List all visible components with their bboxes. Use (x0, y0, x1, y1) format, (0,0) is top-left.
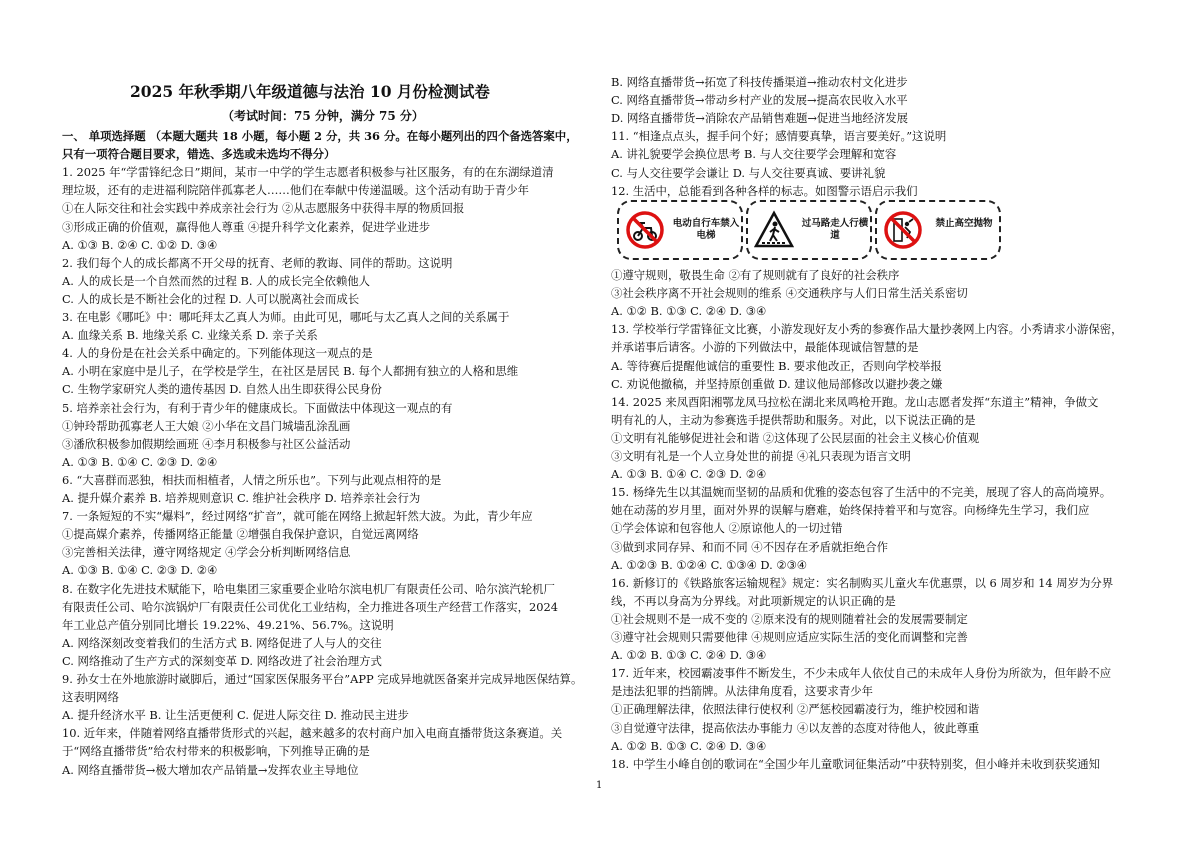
question-line: ①学会体谅和包容他人 ②原谅他人的一切过错 (611, 521, 843, 536)
question-line: 这表明网络 (62, 690, 119, 705)
question-line: ③遵守社会规则只需要他律 ④规则应适应实际生活的变化而调整和完善 (611, 630, 968, 644)
warning-sign (617, 200, 743, 260)
question-line: 7. 一条短短的不实“爆料”，经过网络“扩音”，就可能在网络上掀起轩然大波。为此，青少年应 (62, 509, 533, 524)
question-line: B. 网络直播带货→拓宽了科技传播渠道→推动农村文化进步 (611, 75, 908, 89)
exam-title: 2025 年秋季期八年级道德与法治 10 月份检测试卷 (130, 82, 490, 101)
question-line: A. 等待赛后提醒他诚信的重要性 B. 要求他改正，否则向学校举报 (611, 358, 942, 373)
question-line: ①社会规则不是一成不变的 ②原来没有的规则随着社会的发展需要制定 (611, 611, 968, 626)
question-line: 18. 中学生小峰自创的歌词在“全国少年儿童歌词征集活动”中获特别奖，但小峰并未收到获奖通知 (611, 756, 1101, 771)
question-line: 16. 新修订的《铁路旅客运输规程》规定：实名制购买儿童火车优惠票，以 6 周岁和 14 周岁为分界 (611, 575, 1114, 590)
question-line: A. ①②③ B. ①②④ C. ①③④ D. ②③④ (611, 557, 807, 572)
warning-sign (746, 200, 872, 260)
question-line: ③自觉遵守法律，提高依法办事能力 ④以友善的态度对待他人，彼此尊重 (611, 720, 980, 735)
warning-sign-text: 禁止高空抛物 (935, 218, 993, 229)
question-line: D. 网络直播带货→消除农产品销售难题→促进当地经济发展 (611, 111, 909, 126)
question-line: 于“网络直播带货”给农村带来的积极影响，下列推导正确的是 (62, 744, 370, 759)
question-line: A. 血缘关系 B. 地缘关系 C. 业缘关系 D. 亲子关系 (62, 328, 318, 343)
question-line: C. 生物学家研究人类的遗传基因 D. 自然人出生即获得公民身份 (62, 382, 382, 397)
question-line: A. ①③ B. ①④ C. ②③ D. ②④ (611, 467, 767, 482)
question-line: 1. 2025 年“学雷锋纪念日”期间，某市一中学的学生志愿者积极参与社区服务，有的在东湖绿道清 (62, 165, 554, 180)
question-line: A. ①③ B. ①④ C. ②③ D. ②④ (62, 563, 218, 578)
no-ebike-icon (625, 210, 665, 250)
question-line: ①在人际交往和社会实践中养成亲社会行为 ②从志愿服务中获得丰厚的物质回报 (62, 201, 465, 216)
question-line: ①正确理解法律，依照法律行使权利 ②严惩校园霸凌行为，维护校园和谐 (611, 702, 980, 717)
question-line: A. 网络直播带货→极大增加农产品销量→发挥农业主导地位 (62, 762, 359, 777)
warning-signs-figure (611, 200, 1011, 262)
question-line: C. 人的成长是不断社会化的过程 D. 人可以脱离社会而成长 (62, 291, 360, 306)
question-line: A. ①② B. ①③ C. ②④ D. ③④ (611, 648, 767, 663)
question-line: 12. 生活中，总能看到各种各样的标志。如图警示语启示我们 (611, 183, 918, 198)
question-line: A. 讲礼貌要学会换位思考 B. 与人交往要学会理解和宽容 (611, 147, 897, 162)
question-line: 3. 在电影《哪吒》中：哪吒拜太乙真人为师。由此可见，哪吒与太乙真人之间的关系属于 (62, 310, 510, 324)
question-line: A. ①② B. ①③ C. ②④ D. ③④ (611, 304, 767, 319)
pedestrian-crossing-icon (754, 210, 794, 250)
question-line: 17. 近年来，校园霸凌事件不断发生，不少未成年人依仗自己的未成年人身份为所欲为，但年龄不应 (611, 666, 1112, 681)
question-line: 15. 杨绛先生以其温婉而坚韧的品质和优雅的姿态包容了生活中的不完美，展现了容人的高尚境界。 (611, 485, 1112, 500)
question-line: 线，不再以身高为分界线。对此项新规定的认识正确的是 (611, 593, 896, 608)
question-line: 6. “大喜群而恶独，相扶而相植者，人情之所乐也”。下列与此观点相符的是 (62, 472, 442, 487)
question-line: A. ①③ B. ①④ C. ②③ D. ②④ (62, 454, 218, 469)
exam-subtitle: （考试时间：75 分钟，满分 75 分） (222, 109, 424, 123)
page-number: 1 (596, 780, 603, 791)
warning-sign (875, 200, 1001, 260)
question-line: C. 网络直播带货→带动乡村产业的发展→提高农民收入水平 (611, 93, 908, 108)
question-line: ③形成正确的价值观，赢得他人尊重 ④提升科学文化素养，促进学业进步 (62, 219, 431, 234)
question-line: A. 提升媒介素养 B. 培养规则意识 C. 维护社会秩序 D. 培养亲社会行为 (62, 491, 421, 505)
question-line: ①文明有礼能够促进社会和谐 ②这体现了公民层面的社会主义核心价值观 (611, 430, 980, 445)
question-line: 14. 2025 来凤酉阳湘鄂龙凤马拉松在湖北来凤鸣枪开跑。龙山志愿者发挥“东道主”精神，争做文 (611, 394, 1099, 409)
question-line: ①提高媒介素养，传播网络正能量 ②增强自我保护意识，自觉远离网络 (62, 527, 419, 542)
no-throwing-icon (883, 210, 923, 250)
question-line: 2. 我们每个人的成长都离不开父母的抚育、老师的教诲、同伴的帮助。这说明 (62, 255, 453, 270)
question-line: A. 人的成长是一个自然而然的过程 B. 人的成长完全依赖他人 (62, 273, 371, 288)
question-line: 10. 近年来，伴随着网络直播带货形式的兴起，越来越多的农村商户加入电商直播带货这条赛道。关 (62, 726, 563, 741)
question-line: 年工业总产值分别同比增长 19.22%、49.21%、56.7%。这说明 (62, 617, 394, 632)
question-line: 11. “相逢点点头，握手问个好；感情要真挚，语言要美好。”这说明 (611, 129, 947, 144)
question-line: C. 网络推动了生产方式的深刻变革 D. 网络改进了社会治理方式 (62, 653, 382, 668)
question-line: A. ①③ B. ②④ C. ①② D. ③④ (62, 237, 218, 252)
question-line: C. 劝说他撤稿，并坚持原创重做 D. 建议他局部修改以避抄袭之嫌 (611, 376, 943, 391)
question-line: ①钟玲帮助孤寡老人王大娘 ②小华在文昌门城墙乱涂乱画 (62, 418, 351, 433)
question-line: 并承诺事后请客。小游的下列做法中，最能体现诚信智慧的是 (611, 340, 919, 355)
question-line: A. ①② B. ①③ C. ②④ D. ③④ (611, 738, 767, 753)
question-line: ③完善相关法律，遵守网络规定 ④学会分析判断网络信息 (62, 545, 351, 560)
question-line: ①遵守规则，敬畏生命 ②有了规则就有了良好的社会秩序 (611, 268, 900, 282)
question-line: 有限责任公司、哈尔滨锅炉厂有限责任公司优化工业结构，全力推进各项生产经营工作落实，2024 (62, 599, 559, 614)
question-line: 5. 培养亲社会行为，有利于青少年的健康成长。下面做法中体现这一观点的有 (62, 400, 453, 415)
question-line: ③社会秩序离不开社会规则的维系 ④交通秩序与人们日常生活关系密切 (611, 286, 968, 301)
warning-sign-text: 电动自行车禁入电梯 (672, 218, 740, 241)
question-line: 是违法犯罪的挡箭牌。从法律角度看，这要求青少年 (611, 684, 873, 699)
question-line: A. 小明在家庭中是儿子，在学校是学生，在社区是居民 B. 每个人都拥有独立的人格和思维 (62, 364, 519, 379)
question-line: A. 网络深刻改变着我们的生活方式 B. 网络促进了人与人的交往 (62, 635, 382, 650)
question-line: C. 与人交往要学会谦让 D. 与人交往要真诚、要讲礼貌 (611, 165, 886, 180)
question-line: ③做到求同存异、和而不同 ④不因存在矛盾就拒绝合作 (611, 539, 888, 554)
question-line: 4. 人的身份是在社会关系中确定的。下列能体现这一观点的是 (62, 346, 373, 361)
question-line: A. 提升经济水平 B. 让生活更便利 C. 促进人际交往 D. 推动民主进步 (62, 708, 409, 723)
warning-sign-text: 过马路走人行横道 (801, 218, 869, 241)
question-line: 理垃圾，还有的走进福利院陪伴孤寡老人……他们在奉献中传递温暖。这个活动有助于青少年 (62, 183, 530, 198)
question-line: ③潘欣积极参加假期绘画班 ④李月积极参与社区公益活动 (62, 436, 351, 451)
question-line: 一、 单项选择题 （本题大题共 18 小题，每小题 2 分，共 36 分。在每小题列出的四个备选答案中， (62, 129, 578, 143)
question-line: 9. 孙女士在外地旅游时崴脚后，通过“国家医保服务平台”APP 完成异地就医备案并完成异地医保结算。 (62, 672, 583, 686)
question-line: ③文明有礼是一个人立身处世的前提 ④礼只表现为语言文明 (611, 449, 911, 463)
question-line: 只有一项符合题目要求，错选、多选或未选均不得分） (62, 147, 336, 162)
question-line: 她在动荡的岁月里，面对外界的误解与磨难，始终保持着平和与宽容。向杨绛先生学习，我们应 (611, 503, 1090, 518)
question-line: 13. 学校举行学雷锋征文比赛，小游发现好友小秀的参赛作品大量抄袭网上内容。小秀请求小游保密， (611, 322, 1123, 337)
question-line: 8. 在数字化先进技术赋能下，哈电集团三家重要企业哈尔滨电机厂有限责任公司、哈尔滨汽轮机厂 (62, 581, 555, 596)
question-line: 明有礼的人，主动为参赛选手提供帮助和服务。对此，以下说法正确的是 (611, 412, 976, 427)
